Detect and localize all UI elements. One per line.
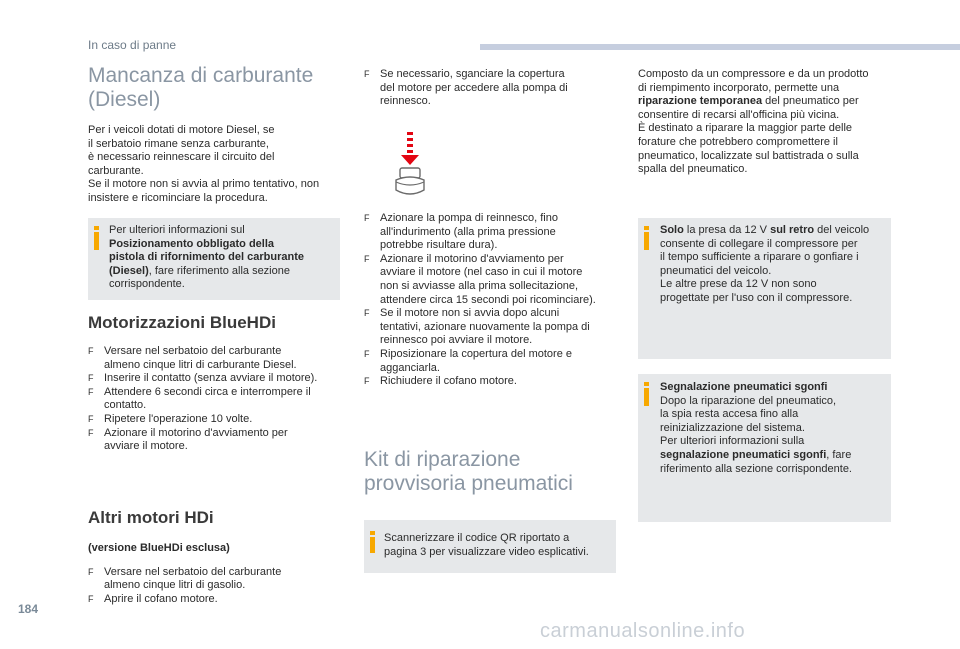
header-bar — [480, 44, 960, 50]
bluehdi-section — [88, 313, 340, 454]
fuel-shortage-intro: Per i veicoli dotati di motore Diesel, se il serbatoio rimane senza carburante, è necessario reinnescare il circuito del carburante. Se il motore non si avvia al primo tentativo, non insistere e ricominciare la procedura. — [88, 124, 320, 204]
hdi-title: Altri motori HDi — [88, 508, 214, 527]
list-item: F Aprire il cofano motore. — [88, 592, 218, 605]
right-column — [638, 68, 892, 177]
info-box-fuel-nozzle: Per ulteriori informazioni sul Posizionamento obbligato della pistola di rifornimento del carburante (Diesel), fare riferimento alla sezione corrispondente. — [88, 218, 340, 300]
pump-steps — [364, 212, 616, 389]
fuel-shortage-title: Mancanza di carburante (Diesel) — [88, 64, 314, 111]
list-item: F Riposizionare la copertura del motore e agganciarla. — [364, 347, 572, 374]
section-header: In caso di panne — [88, 38, 177, 52]
info-icon — [94, 232, 99, 250]
bullet-icon: F — [88, 386, 94, 397]
info-box-12v-socket: Solo la presa da 12 V sul retro del veicolo consente di collegare il compressore per il tempo sufficiente a riparare o gonfiare i pneumatici del veicolo. Le altre prese da 12 V non sono progettate per l'uso con il compressore. — [638, 218, 891, 359]
list-item: F Se il motore non si avvia dopo alcuni tentativi, azionare nuovamente la pompa di reinnesco poi avviare il motore. — [364, 307, 590, 347]
info-icon — [644, 388, 649, 406]
bullet-icon: F — [88, 413, 94, 424]
bullet-icon: F — [364, 213, 370, 223]
bullet-icon: F — [364, 348, 370, 359]
repair-kit-title: Kit di riparazione provvisoria pneumatici — [364, 448, 573, 495]
bluehdi-steps — [88, 345, 340, 454]
watermark-text: carmanualsonline.info — [540, 620, 746, 642]
list-item: F Versare nel serbatoio del carburante almeno cinque litri di gasolio. — [88, 565, 282, 592]
repair-kit-intro: Composto da un compressore e da un prodotto di riempimento incorporato, permette una riparazione temporanea del pneumatico per consentire di recarsi all'officina più vicina. È destinato a riparare la maggior parte delle forature che potrebbero compromettere il pneumatico, localizzate sul battistrada o sulla spalla del pneumatico. — [638, 68, 869, 176]
bullet-icon: F — [88, 566, 94, 577]
hdi-section — [88, 508, 340, 606]
bullet-icon: F — [88, 427, 94, 438]
list-item: F Ripetere l'operazione 10 volte. — [88, 412, 253, 425]
hdi-subtitle: (versione BlueHDi esclusa) — [88, 542, 230, 554]
list-item: F Richiudere il cofano motore. — [364, 375, 517, 388]
bluehdi-title: Motorizzazioni BlueHDi — [88, 313, 276, 332]
info-box-qr: Scannerizzare il codice QR riportato a pagina 3 per visualizzare video esplicativi. — [364, 520, 616, 573]
list-item: F Azionare il motorino d'avviamento per avviare il motore (nel caso in cui il motore non si avviasse alla prima sollecitazione, attendere circa 15 secondi poi ricominciare). — [364, 252, 596, 306]
bullet-icon: F — [88, 346, 94, 356]
list-item: F Inserire il contatto (senza avviare il motore). — [88, 372, 318, 385]
bullet-icon: F — [88, 373, 94, 384]
info-icon — [644, 232, 649, 250]
middle-column — [364, 68, 616, 109]
bullet-icon: F — [364, 253, 370, 264]
page-number: 184 — [18, 602, 39, 616]
hdi-steps — [88, 566, 340, 607]
cover-step — [364, 68, 616, 109]
info-icon — [370, 537, 375, 553]
list-item: F Azionare la pompa di reinnesco, fino all'indurimento (alla prima pressione potrebbe risultare dura). — [364, 212, 558, 252]
list-item: F Versare nel serbatoio del carburante almeno cinque litri di carburante Diesel. — [88, 345, 297, 371]
bullet-icon: F — [364, 308, 370, 319]
priming-pump-icon — [390, 132, 430, 202]
left-column — [88, 64, 340, 206]
list-item: F Azionare il motorino d'avviamento per avviare il motore. — [88, 426, 288, 453]
bullet-icon: F — [88, 593, 94, 604]
info-box-underinflation: Segnalazione pneumatici sgonfi Dopo la riparazione del pneumatico, la spia resta accesa fino alla reinizializzazione del sistema. Per ulteriori informazioni sulla segnalazione pneumatici sgonfi, fare riferimento alla sezione corrispondente. — [638, 374, 891, 522]
list-item: F Attendere 6 secondi circa e interrompere il contatto. — [88, 385, 311, 412]
bullet-icon: F — [364, 376, 370, 387]
bullet-icon: F — [364, 69, 370, 79]
list-item: F Se necessario, sganciare la copertura del motore per accedere alla pompa di reinnesco. — [364, 68, 568, 108]
